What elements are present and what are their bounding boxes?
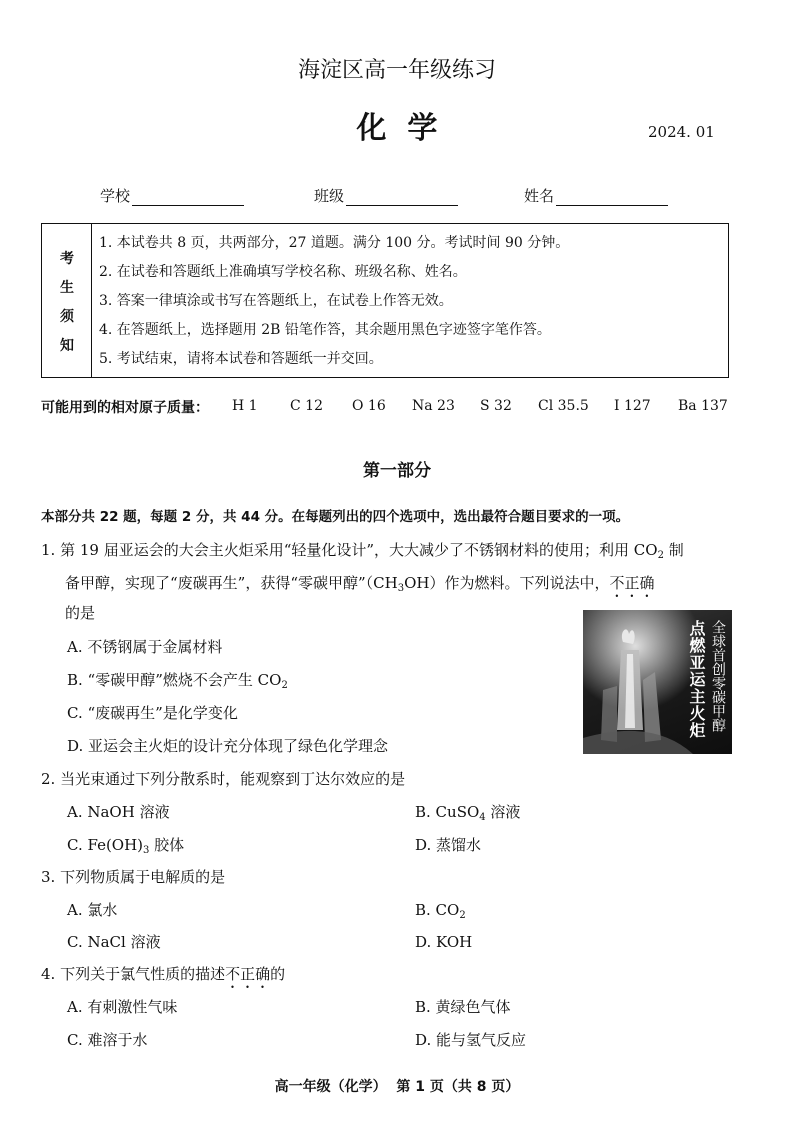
notice-item: 1. 本试卷共 8 页，共两部分，27 道题。满分 100 分。考试时间 90 分钟。 bbox=[99, 235, 570, 251]
notice-item: 2. 在试卷和答题纸上准确填写学校名称、班级名称、姓名。 bbox=[99, 264, 467, 280]
q1-stem-line2 bbox=[65, 573, 655, 601]
q1-option-a: A. 不锈钢属于金属材料 bbox=[67, 638, 223, 656]
school-blank bbox=[132, 190, 244, 206]
q4-text: 的 bbox=[270, 965, 286, 983]
subscript: 2 bbox=[281, 680, 288, 691]
subscript: 3 bbox=[397, 583, 405, 594]
q2-option-b bbox=[415, 802, 520, 822]
atomic-mass-value: H 1 bbox=[232, 398, 258, 414]
emphasis-text: 不正确 bbox=[609, 574, 655, 592]
q3-option-d: D. KOH bbox=[415, 933, 473, 951]
subject-title: 化 学 bbox=[356, 111, 438, 146]
torch-caption-thin: 全球首创零碳甲醇 bbox=[710, 620, 726, 732]
notice-item: 4. 在答题纸上，选择题用 2B 铅笔作答，其余题用黑色字迹签字笔作答。 bbox=[99, 322, 551, 338]
name-label: 姓名 bbox=[524, 187, 555, 205]
q1-option-b bbox=[67, 670, 288, 690]
subscript: 3 bbox=[143, 845, 150, 856]
q1-stem-line1 bbox=[41, 540, 684, 560]
notice-box bbox=[41, 223, 729, 378]
notice-item: 3. 答案一律填涂或书写在答题纸上，在试卷上作答无效。 bbox=[99, 293, 453, 309]
notice-side-char: 生 bbox=[60, 280, 74, 296]
subscript: 4 bbox=[479, 812, 486, 823]
exam-date: 2024. 01 bbox=[648, 123, 715, 141]
name-blank bbox=[556, 190, 668, 206]
class-label: 班级 bbox=[314, 187, 345, 205]
atomic-mass-value: C 12 bbox=[290, 398, 323, 414]
q3-option-text: B. CO bbox=[415, 901, 460, 919]
notice-side-char: 须 bbox=[60, 309, 74, 325]
atomic-mass-value: Ba 137 bbox=[678, 398, 728, 414]
q1-text: OH）作为燃料。下列说法中， bbox=[404, 574, 610, 592]
atomic-mass-value: S 32 bbox=[480, 398, 512, 414]
part-heading: 第一部分 bbox=[363, 461, 431, 481]
notice-side-char: 考 bbox=[60, 251, 74, 267]
torch-photo bbox=[583, 610, 732, 754]
school-field bbox=[100, 186, 244, 206]
q2-stem: 2. 当光束通过下列分散系时，能观察到丁达尔效应的是 bbox=[41, 770, 406, 788]
q1-text: 制 bbox=[663, 541, 684, 559]
q2-option-text: C. Fe(OH) bbox=[67, 836, 144, 854]
notice-side-char: 知 bbox=[60, 338, 74, 354]
q4-stem bbox=[41, 964, 285, 992]
q1-option-text: B. “零碳甲醇”燃烧不会产生 CO bbox=[67, 671, 282, 689]
q2-option-text: 溶液 bbox=[485, 803, 521, 821]
subscript: 2 bbox=[459, 910, 466, 921]
q1-text: 1. 第 19 届亚运会的大会主火炬采用“轻量化设计”，大大减少了不锈钢材料的使用；利用 CO bbox=[41, 541, 658, 559]
q2-option-a: A. NaOH 溶液 bbox=[67, 803, 170, 821]
emphasis-text: 不正确 bbox=[225, 965, 271, 983]
q2-option-text: 胶体 bbox=[149, 836, 185, 854]
q4-option-b: B. 黄绿色气体 bbox=[415, 998, 511, 1016]
notice-side-label bbox=[42, 224, 92, 377]
q1-option-d: D. 亚运会主火炬的设计充分体现了绿色化学理念 bbox=[67, 737, 389, 755]
q3-option-b bbox=[415, 900, 466, 920]
class-field bbox=[314, 186, 458, 206]
school-label: 学校 bbox=[100, 187, 131, 205]
atomic-mass-value: Na 23 bbox=[412, 398, 455, 414]
q1-stem-line3: 的是 bbox=[65, 604, 96, 622]
q3-option-a: A. 氯水 bbox=[67, 901, 118, 919]
name-field bbox=[524, 186, 668, 206]
q2-option-c bbox=[67, 835, 184, 855]
q1-option-c: C. “废碳再生”是化学变化 bbox=[67, 704, 238, 722]
q3-option-c: C. NaCl 溶液 bbox=[67, 933, 161, 951]
q2-option-d: D. 蒸馏水 bbox=[415, 836, 482, 854]
atomic-mass-label: 可能用到的相对原子质量： bbox=[41, 400, 209, 416]
atomic-mass-value: Cl 35.5 bbox=[538, 398, 589, 414]
q1-text: 备甲醇，实现了“废碳再生”，获得“零碳甲醇”（CH bbox=[65, 574, 398, 592]
q3-stem: 3. 下列物质属于电解质的是 bbox=[41, 868, 226, 886]
page-title: 海淀区高一年级练习 bbox=[297, 58, 496, 83]
q4-option-d: D. 能与氢气反应 bbox=[415, 1031, 527, 1049]
q4-option-c: C. 难溶于水 bbox=[67, 1031, 148, 1049]
q4-option-a: A. 有刺激性气味 bbox=[67, 998, 178, 1016]
atomic-mass-value: I 127 bbox=[614, 398, 651, 414]
part-instructions: 本部分共 22 题，每题 2 分，共 44 分。在每题列出的四个选项中，选出最符合题目要求的一项。 bbox=[41, 509, 630, 525]
subscript: 2 bbox=[657, 550, 664, 561]
page-footer: 高一年级（化学） 第 1 页（共 8 页） bbox=[274, 1079, 520, 1095]
class-blank bbox=[346, 190, 458, 206]
q2-option-text: B. CuSO bbox=[415, 803, 480, 821]
notice-item: 5. 考试结束，请将本试卷和答题纸一并交回。 bbox=[99, 351, 383, 367]
atomic-mass-value: O 16 bbox=[352, 398, 386, 414]
q4-text: 4. 下列关于氯气性质的描述 bbox=[41, 965, 226, 983]
torch-caption-bold: 点燃亚运主火炬 bbox=[687, 620, 706, 739]
